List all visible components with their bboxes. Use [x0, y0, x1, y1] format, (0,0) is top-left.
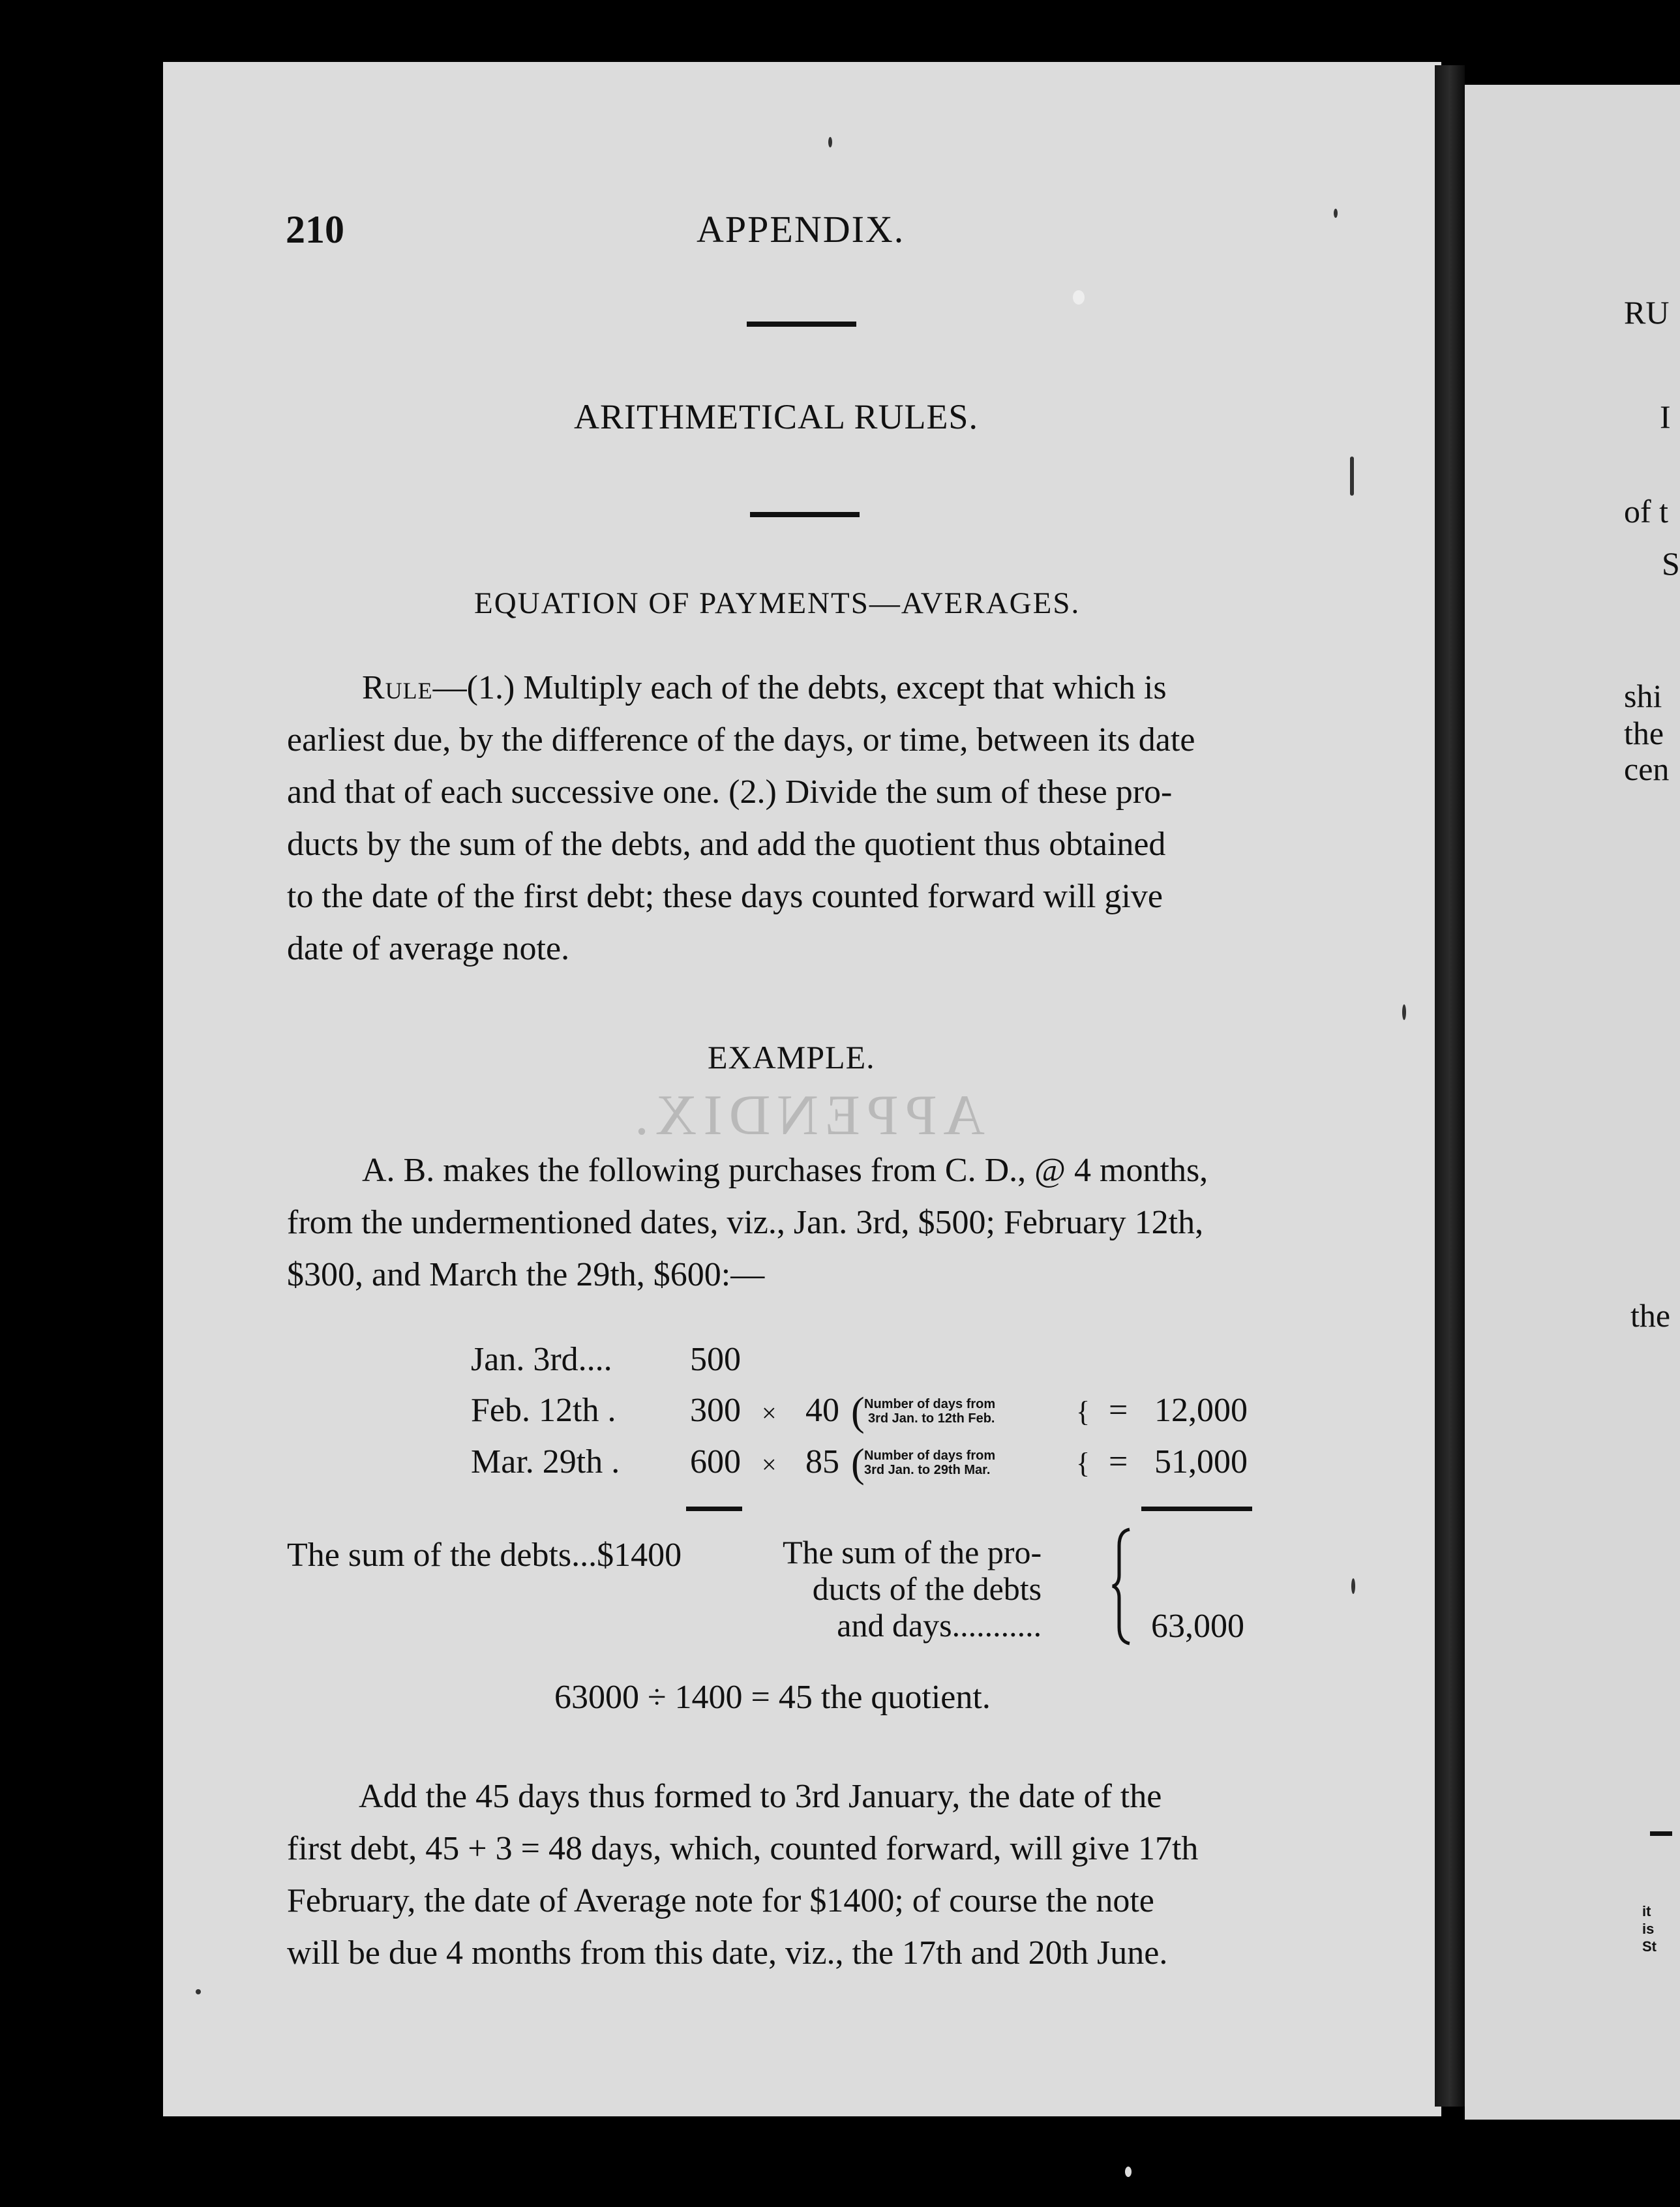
row-date: Feb. 12th .: [471, 1392, 616, 1429]
scan-speck: [1351, 1578, 1355, 1594]
facing-fragment: S: [1662, 545, 1680, 582]
row-equals: =: [1109, 1392, 1128, 1429]
products-total: 63,000: [1151, 1608, 1244, 1645]
sum-of-debts: The sum of the debts...$1400: [287, 1537, 682, 1574]
open-paren: (: [851, 1441, 865, 1486]
rule-label: Rule: [362, 669, 433, 706]
row-amount: 500: [690, 1341, 741, 1378]
book-gutter: [1435, 65, 1465, 2107]
scan-speck: [828, 137, 832, 147]
section-subtitle: EQUATION OF PAYMENTS—AVERAGES.: [474, 586, 1081, 620]
row-equals: =: [1109, 1443, 1128, 1480]
closing-line: will be due 4 months from this date, viz., the 17th and 20th June.: [287, 1934, 1168, 1972]
rule-line: ducts by the sum of the debts, and add the quotient thus obtained: [287, 826, 1166, 863]
rule-line: [287, 662, 1330, 714]
facing-fragment: of t: [1624, 493, 1669, 530]
closing-line: first debt, 45 + 3 = 48 days, which, counted forward, will give 17th: [287, 1830, 1199, 1867]
row-note: Number of days from 3rd Jan. to 29th Mar.: [864, 1449, 996, 1477]
facing-page: [1465, 85, 1680, 2120]
example-paragraph: [287, 1145, 1208, 1301]
open-paren: (: [851, 1390, 865, 1434]
scan-speck: [1125, 2167, 1132, 2177]
example-line: A. B. makes the following purchases from C. D., @ 4 months,: [362, 1152, 1208, 1189]
brace-mark: {: [1076, 1447, 1090, 1479]
row-product: 51,000: [1154, 1443, 1248, 1480]
bleed-through-stamp: APPENDIX.: [628, 1084, 985, 1147]
section-title: ARITHMETICAL RULES.: [574, 397, 978, 436]
scan-speck: [1350, 457, 1354, 496]
scan-speck: [1402, 1004, 1406, 1020]
row-date: Mar. 29th .: [471, 1443, 620, 1480]
divider-rule: [750, 512, 860, 517]
scan-speck: [1334, 209, 1338, 218]
facing-small-fragment: St: [1642, 1938, 1657, 1955]
sum-underline: [686, 1507, 742, 1511]
facing-fragment: cen: [1624, 751, 1670, 787]
page-number: 210: [286, 208, 344, 251]
product-underline: [1141, 1507, 1252, 1511]
sum-of-products-label: The sum of the pro- ducts of the debts and days...........: [783, 1534, 1042, 1644]
running-head: APPENDIX.: [697, 208, 905, 250]
rule-line-text: —(1.) Multiply each of the debts, except that which is: [432, 669, 1167, 706]
facing-small-fragment: it: [1642, 1903, 1651, 1919]
facing-fragment: the: [1630, 1297, 1671, 1334]
facing-fragment: the: [1624, 715, 1664, 751]
divider-rule: [747, 322, 856, 327]
row-note: Number of days from 3rd Jan. to 12th Feb.: [864, 1397, 996, 1426]
rule-line: date of average note.: [287, 930, 570, 967]
rule-line: to the date of the first debt; these days counted forward will give: [287, 878, 1163, 915]
scan-speck: [1073, 290, 1085, 305]
rule-line: and that of each successive one. (2.) Divide the sum of these pro-: [287, 773, 1173, 811]
row-product: 12,000: [1154, 1392, 1248, 1429]
row-days: 85: [805, 1443, 839, 1480]
row-amount: 600: [690, 1443, 741, 1480]
example-line: from the undermentioned dates, viz., Jan. 3rd, $500; February 12th,: [287, 1204, 1204, 1241]
facing-small-fragment: is: [1642, 1921, 1655, 1937]
closing-paragraph: [287, 1771, 1198, 1979]
quotient-line: 63000 ÷ 1400 = 45 the quotient.: [554, 1679, 991, 1716]
row-times: ×: [762, 1398, 777, 1428]
row-days: 40: [805, 1392, 839, 1429]
facing-rule: [1650, 1831, 1672, 1836]
facing-fragment: I: [1660, 398, 1671, 435]
closing-line: Add the 45 days thus formed to 3rd January, the date of the: [359, 1778, 1162, 1815]
example-heading: EXAMPLE.: [708, 1039, 875, 1075]
example-line: $300, and March the 29th, $600:—: [287, 1256, 765, 1293]
scan-speck: [196, 1989, 201, 1994]
rule-paragraph: [287, 662, 1330, 975]
facing-fragment: shi: [1624, 678, 1662, 714]
curly-brace: [1110, 1526, 1136, 1647]
row-amount: 300: [690, 1392, 741, 1429]
brace-mark: {: [1076, 1396, 1090, 1428]
facing-fragment: RU: [1624, 294, 1670, 331]
row-times: ×: [762, 1450, 777, 1479]
row-date: Jan. 3rd....: [471, 1341, 612, 1378]
rule-line: earliest due, by the difference of the days, or time, between its date: [287, 721, 1195, 758]
closing-line: February, the date of Average note for $1400; of course the note: [287, 1882, 1154, 1919]
